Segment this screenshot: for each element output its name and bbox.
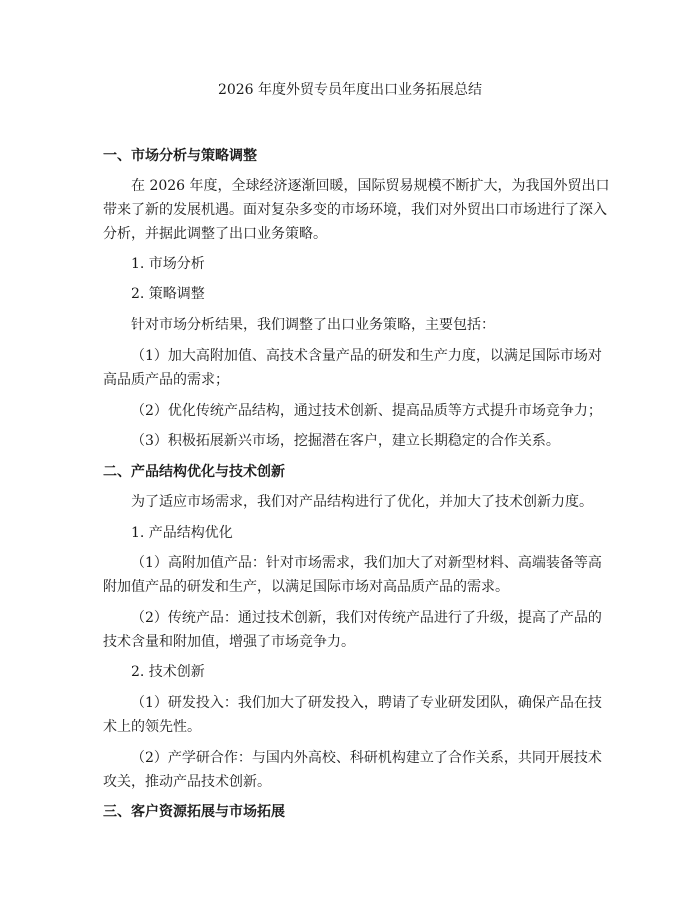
section-2-product-2-line-1: （2）传统产品：通过技术创新，我们对传统产品进行了升级，提高了产品的 xyxy=(131,610,602,626)
section-2-tech-2-line-2: 攻关，推动产品技术创新。 xyxy=(103,774,271,790)
section-1-intro-line-3: 分析，并据此调整了出口业务策略。 xyxy=(103,226,327,242)
section-2-item-1: 1. 产品结构优化 xyxy=(131,525,233,541)
section-2-item-2: 2. 技术创新 xyxy=(131,664,205,680)
section-2-intro: 为了适应市场需求，我们对产品结构进行了优化，并加大了技术创新力度。 xyxy=(131,494,593,510)
section-1-item-2: 2. 策略调整 xyxy=(131,286,205,302)
section-2-tech-2-line-1: （2）产学研合作：与国内外高校、科研机构建立了合作关系，共同开展技术 xyxy=(131,750,602,766)
section-2-tech-1-line-1: （1）研发投入：我们加大了研发投入，聘请了专业研发团队，确保产品在技 xyxy=(131,695,602,711)
section-2-product-1-line-2: 附加值产品的研发和生产，以满足国际市场对高品质产品的需求。 xyxy=(103,579,509,595)
section-1-intro-line-2: 带来了新的发展机遇。面对复杂多变的市场环境，我们对外贸出口市场进行了深入 xyxy=(103,202,607,218)
section-2-heading: 二、产品结构优化与技术创新 xyxy=(103,464,285,480)
section-3-heading: 三、客户资源拓展与市场拓展 xyxy=(103,804,285,820)
section-1-strategy-3: （3）积极拓展新兴市场，挖掘潜在客户，建立长期稳定的合作关系。 xyxy=(131,433,560,449)
section-1-intro-line-1: 在 2026 年度，全球经济逐渐回暖，国际贸易规模不断扩大，为我国外贸出口 xyxy=(131,178,610,194)
section-1-item-1: 1. 市场分析 xyxy=(131,256,205,272)
section-2-product-2-line-2: 技术含量和附加值，增强了市场竞争力。 xyxy=(103,634,355,650)
section-1-strategy-1-line-2: 高品质产品的需求； xyxy=(103,372,229,388)
section-2-product-1-line-1: （1）高附加值产品：针对市场需求，我们加大了对新型材料、高端装备等高 xyxy=(131,555,602,571)
section-1-strategy-1-line-1: （1）加大高附加值、高技术含量产品的研发和生产力度，以满足国际市场对 xyxy=(131,348,602,364)
section-2-tech-1-line-2: 术上的领先性。 xyxy=(103,719,201,735)
document-title: 2026 年度外贸专员年度出口业务拓展总结 xyxy=(217,82,483,98)
section-1-item-2-intro: 针对市场分析结果，我们调整了出口业务策略，主要包括： xyxy=(131,317,495,333)
section-1-heading: 一、市场分析与策略调整 xyxy=(103,148,257,164)
section-1-strategy-2: （2）优化传统产品结构，通过技术创新、提高品质等方式提升市场竞争力； xyxy=(131,403,602,419)
